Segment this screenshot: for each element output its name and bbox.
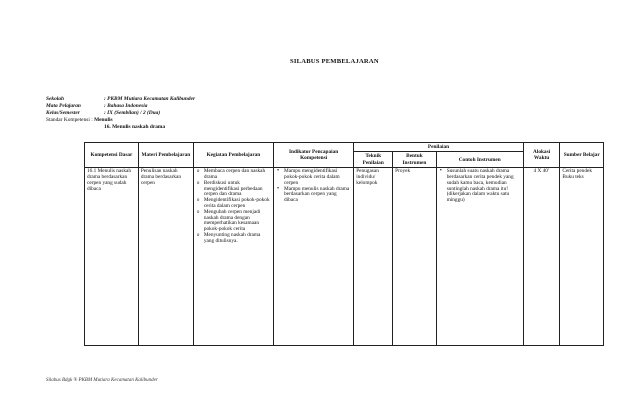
- list-item: o Menyunting naskah drama yang ditulisnya.: [204, 233, 271, 245]
- list-item: o Mengidentifikasi pokok-pokok cerita dalam cerpen: [204, 198, 271, 210]
- header-kompetensi-dasar: Kompetensi Dasar: [85, 143, 139, 168]
- footer: Silabus Bdgk ® PKBM Mutiara Kecamatan Kalibunder: [46, 378, 158, 383]
- meta-sep: :: [104, 96, 106, 102]
- header-teknik: Teknik Penilaian: [354, 152, 393, 168]
- header-materi: Materi Pembelajaran: [138, 143, 193, 168]
- list-item: o Berdiskusi untuk mengidentifikasi perbedaan cerpen dan drama: [204, 181, 271, 198]
- header-kegiatan: Kegiatan Pembelajaran: [193, 143, 273, 168]
- list-item: o Membaca cerpen dan naskah drama: [204, 169, 271, 181]
- cell-kegiatan: [193, 168, 273, 346]
- meta-key: Sekolah: [46, 96, 64, 102]
- meta-value: IX (Sembilan) / 2 (Dua): [107, 110, 161, 116]
- meta-sekolah: [46, 96, 195, 102]
- header-contoh: Contoh Instrumen: [436, 152, 523, 168]
- header-indikator: Indikator Pencapaian Kompetensi: [274, 143, 354, 168]
- cell-materi: Penulisan naskah drama berdasarkan cerpen: [138, 168, 193, 346]
- cell-sumber: Cerita pendek Buku teks: [560, 168, 604, 346]
- silabus-table: [84, 142, 604, 346]
- list-item: o Mengubah cerpen menjadi naskah drama dengan memperhatikan kesamaan pokok-pokok cerita: [204, 210, 271, 233]
- list-item: • Mampu menulis naskah drama berdasarkan cerpen yang dibaca: [284, 187, 351, 204]
- meta-value: Bahasa Indonesia: [107, 103, 148, 109]
- list-item: • Susunlah suatu naskah drama berdasarkan cerita pendek yang sudah kamu baca, kemudian suntinglah naskah drama itu! (dikerjakan dalam waktu satu minggu): [447, 169, 521, 204]
- meta-kelas-semester: [46, 110, 160, 116]
- standar-kompetensi: [46, 117, 113, 123]
- kompetensi-line: 16. Menulis naskah drama: [104, 124, 166, 130]
- cell-alokasi: 4 X 40’: [523, 168, 560, 346]
- header-bentuk: Bentuk Instrumen: [393, 152, 437, 168]
- meta-value: PKBM Mutiara Kecamatan Kalibunder: [107, 96, 196, 102]
- cell-contoh: [436, 168, 523, 346]
- cell-kompetensi-dasar: 16.1 Menulis naskah drama berdasarkan cerpen yang sudah dibaca: [85, 168, 139, 346]
- indikator-list: [276, 169, 351, 204]
- cell-indikator: [274, 168, 354, 346]
- contoh-list: [439, 169, 521, 204]
- page-title: SILABUS PEMBELAJARAN: [290, 58, 379, 65]
- table-row: [85, 168, 604, 346]
- header-alokasi: Alokasi Waktu: [523, 143, 560, 168]
- kegiatan-list: [196, 169, 271, 244]
- meta-sep: :: [104, 103, 106, 109]
- header-penilaian: Penilaian: [354, 143, 524, 152]
- meta-key: Kelas/Semester: [46, 110, 80, 116]
- standar-label: Standar Kompetensi :: [46, 117, 95, 123]
- header-sumber: Sumber Belajar: [560, 143, 604, 168]
- meta-mata-pelajaran: [46, 103, 147, 109]
- list-item: • Mampu mengidentifikasi pokok-pokok cerita dalam cerpen: [284, 169, 351, 186]
- cell-bentuk: Proyek: [393, 168, 437, 346]
- cell-teknik: Penugasan individu/ kelompok: [354, 168, 393, 346]
- meta-sep: :: [104, 110, 106, 116]
- meta-key: Mata Pelajaran: [46, 103, 81, 109]
- standar-value: Menulis: [94, 117, 113, 123]
